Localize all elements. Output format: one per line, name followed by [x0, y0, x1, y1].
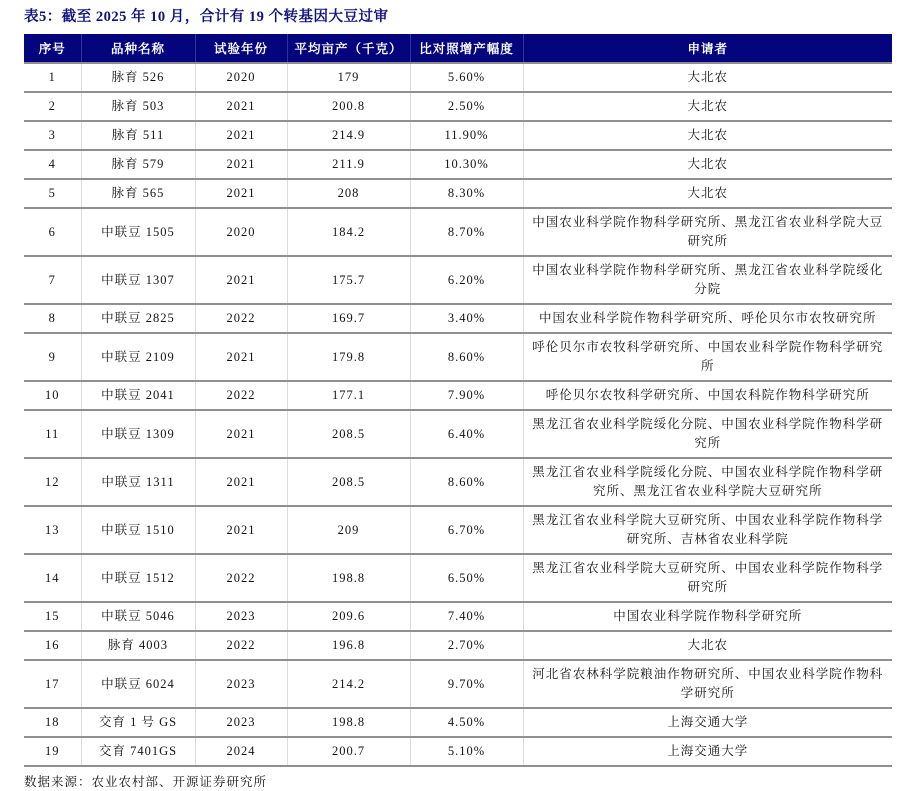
cell-index: 6 — [24, 208, 81, 256]
cell-yield-increase: 8.70% — [410, 208, 523, 256]
cell-index: 15 — [24, 602, 81, 631]
approved-soybean-table — [24, 34, 892, 767]
table-row — [24, 708, 892, 737]
cell-yield-increase: 6.40% — [410, 410, 523, 458]
cell-trial-year: 2021 — [195, 333, 287, 381]
cell-avg-yield: 179 — [287, 63, 410, 92]
cell-applicant: 呼伦贝尔市农牧科学研究所、中国农业科学院作物科学研究所 — [523, 333, 892, 381]
table-row — [24, 304, 892, 333]
cell-applicant: 大北农 — [523, 631, 892, 660]
cell-yield-increase: 6.50% — [410, 554, 523, 602]
cell-trial-year: 2022 — [195, 631, 287, 660]
cell-variety-name: 脉育 4003 — [81, 631, 195, 660]
table-row — [24, 381, 892, 410]
cell-index: 10 — [24, 381, 81, 410]
header-trial-year: 试验年份 — [195, 34, 287, 63]
cell-index: 17 — [24, 660, 81, 708]
cell-yield-increase: 7.40% — [410, 602, 523, 631]
cell-yield-increase: 6.70% — [410, 506, 523, 554]
cell-variety-name: 脉育 503 — [81, 92, 195, 121]
cell-trial-year: 2021 — [195, 92, 287, 121]
table-row — [24, 333, 892, 381]
cell-trial-year: 2023 — [195, 602, 287, 631]
table-row — [24, 256, 892, 304]
cell-variety-name: 脉育 526 — [81, 63, 195, 92]
table-body — [24, 63, 892, 766]
header-variety-name: 品种名称 — [81, 34, 195, 63]
cell-applicant: 上海交通大学 — [523, 708, 892, 737]
cell-avg-yield: 214.2 — [287, 660, 410, 708]
cell-trial-year: 2022 — [195, 304, 287, 333]
cell-variety-name: 脉育 579 — [81, 150, 195, 179]
cell-applicant: 中国农业科学院作物科学研究所、黑龙江省农业科学院大豆研究所 — [523, 208, 892, 256]
cell-applicant: 黑龙江省农业科学院大豆研究所、中国农业科学院作物科学研究所、吉林省农业科学院 — [523, 506, 892, 554]
cell-applicant: 中国农业科学院作物科学研究所、黑龙江省农业科学院绥化分院 — [523, 256, 892, 304]
cell-index: 7 — [24, 256, 81, 304]
cell-applicant: 黑龙江省农业科学院绥化分院、中国农业科学院作物科学研究所 — [523, 410, 892, 458]
cell-trial-year: 2022 — [195, 554, 287, 602]
table-row — [24, 631, 892, 660]
cell-avg-yield: 175.7 — [287, 256, 410, 304]
cell-index: 5 — [24, 179, 81, 208]
cell-variety-name: 中联豆 1307 — [81, 256, 195, 304]
cell-avg-yield: 209.6 — [287, 602, 410, 631]
cell-applicant: 黑龙江省农业科学院大豆研究所、中国农业科学院作物科学研究所 — [523, 554, 892, 602]
cell-yield-increase: 8.60% — [410, 458, 523, 506]
cell-index: 9 — [24, 333, 81, 381]
cell-avg-yield: 200.8 — [287, 92, 410, 121]
cell-avg-yield: 214.9 — [287, 121, 410, 150]
cell-variety-name: 中联豆 2825 — [81, 304, 195, 333]
cell-variety-name: 中联豆 1309 — [81, 410, 195, 458]
cell-index: 14 — [24, 554, 81, 602]
data-source-note: 数据来源：农业农村部、开源证券研究所 — [24, 775, 268, 789]
cell-index: 19 — [24, 737, 81, 766]
cell-avg-yield: 198.8 — [287, 554, 410, 602]
cell-avg-yield: 196.8 — [287, 631, 410, 660]
cell-variety-name: 中联豆 1512 — [81, 554, 195, 602]
cell-index: 4 — [24, 150, 81, 179]
cell-yield-increase: 10.30% — [410, 150, 523, 179]
cell-applicant: 中国农业科学院作物科学研究所、呼伦贝尔市农牧研究所 — [523, 304, 892, 333]
cell-applicant: 呼伦贝尔农牧科学研究所、中国农科院作物科学研究所 — [523, 381, 892, 410]
cell-trial-year: 2020 — [195, 63, 287, 92]
cell-avg-yield: 184.2 — [287, 208, 410, 256]
header-yield-increase: 比对照增产幅度 — [410, 34, 523, 63]
table-row — [24, 660, 892, 708]
cell-variety-name: 中联豆 6024 — [81, 660, 195, 708]
cell-index: 1 — [24, 63, 81, 92]
cell-trial-year: 2024 — [195, 737, 287, 766]
cell-yield-increase: 8.30% — [410, 179, 523, 208]
cell-applicant: 上海交通大学 — [523, 737, 892, 766]
cell-trial-year: 2021 — [195, 458, 287, 506]
cell-index: 3 — [24, 121, 81, 150]
cell-index: 12 — [24, 458, 81, 506]
table-row — [24, 602, 892, 631]
cell-applicant: 大北农 — [523, 150, 892, 179]
cell-avg-yield: 211.9 — [287, 150, 410, 179]
cell-yield-increase: 2.50% — [410, 92, 523, 121]
cell-yield-increase: 9.70% — [410, 660, 523, 708]
cell-trial-year: 2021 — [195, 410, 287, 458]
cell-trial-year: 2021 — [195, 256, 287, 304]
cell-variety-name: 交育 7401GS — [81, 737, 195, 766]
cell-index: 13 — [24, 506, 81, 554]
cell-trial-year: 2023 — [195, 708, 287, 737]
cell-applicant: 河北省农林科学院粮油作物研究所、中国农业科学院作物科学研究所 — [523, 660, 892, 708]
cell-avg-yield: 200.7 — [287, 737, 410, 766]
cell-index: 18 — [24, 708, 81, 737]
header-applicant: 申请者 — [523, 34, 892, 63]
cell-applicant: 大北农 — [523, 121, 892, 150]
cell-avg-yield: 208 — [287, 179, 410, 208]
header-index: 序号 — [24, 34, 81, 63]
cell-applicant: 黑龙江省农业科学院绥化分院、中国农业科学院作物科学研究所、黑龙江省农业科学院大豆研究所 — [523, 458, 892, 506]
cell-yield-increase: 4.50% — [410, 708, 523, 737]
cell-applicant: 大北农 — [523, 179, 892, 208]
cell-avg-yield: 208.5 — [287, 458, 410, 506]
cell-yield-increase: 2.70% — [410, 631, 523, 660]
cell-trial-year: 2021 — [195, 150, 287, 179]
cell-index: 2 — [24, 92, 81, 121]
cell-yield-increase: 11.90% — [410, 121, 523, 150]
cell-variety-name: 中联豆 1505 — [81, 208, 195, 256]
table-row — [24, 121, 892, 150]
cell-trial-year: 2021 — [195, 121, 287, 150]
table-title: 表5：截至 2025 年 10 月，合计有 19 个转基因大豆过审 — [24, 9, 389, 25]
table-row — [24, 737, 892, 766]
cell-yield-increase: 3.40% — [410, 304, 523, 333]
cell-variety-name: 中联豆 2109 — [81, 333, 195, 381]
cell-avg-yield: 209 — [287, 506, 410, 554]
cell-yield-increase: 6.20% — [410, 256, 523, 304]
cell-variety-name: 中联豆 1311 — [81, 458, 195, 506]
table-row — [24, 150, 892, 179]
table-row — [24, 92, 892, 121]
table-row — [24, 208, 892, 256]
cell-trial-year: 2021 — [195, 179, 287, 208]
cell-variety-name: 脉育 565 — [81, 179, 195, 208]
cell-variety-name: 脉育 511 — [81, 121, 195, 150]
table-header-row — [24, 34, 892, 63]
table-row — [24, 506, 892, 554]
cell-variety-name: 中联豆 1510 — [81, 506, 195, 554]
table-row — [24, 458, 892, 506]
cell-applicant: 大北农 — [523, 92, 892, 121]
cell-avg-yield: 208.5 — [287, 410, 410, 458]
cell-yield-increase: 8.60% — [410, 333, 523, 381]
cell-index: 8 — [24, 304, 81, 333]
cell-yield-increase: 5.60% — [410, 63, 523, 92]
table-row — [24, 179, 892, 208]
cell-index: 11 — [24, 410, 81, 458]
cell-index: 16 — [24, 631, 81, 660]
cell-trial-year: 2022 — [195, 381, 287, 410]
table-row — [24, 554, 892, 602]
cell-applicant: 大北农 — [523, 63, 892, 92]
cell-avg-yield: 198.8 — [287, 708, 410, 737]
cell-trial-year: 2021 — [195, 506, 287, 554]
cell-applicant: 中国农业科学院作物科学研究所 — [523, 602, 892, 631]
table-row — [24, 63, 892, 92]
cell-avg-yield: 177.1 — [287, 381, 410, 410]
cell-yield-increase: 5.10% — [410, 737, 523, 766]
cell-variety-name: 交育 1 号 GS — [81, 708, 195, 737]
cell-avg-yield: 169.7 — [287, 304, 410, 333]
cell-avg-yield: 179.8 — [287, 333, 410, 381]
cell-yield-increase: 7.90% — [410, 381, 523, 410]
header-avg-yield: 平均亩产（千克） — [287, 34, 410, 63]
cell-trial-year: 2020 — [195, 208, 287, 256]
cell-trial-year: 2023 — [195, 660, 287, 708]
cell-variety-name: 中联豆 5046 — [81, 602, 195, 631]
table-row — [24, 410, 892, 458]
cell-variety-name: 中联豆 2041 — [81, 381, 195, 410]
